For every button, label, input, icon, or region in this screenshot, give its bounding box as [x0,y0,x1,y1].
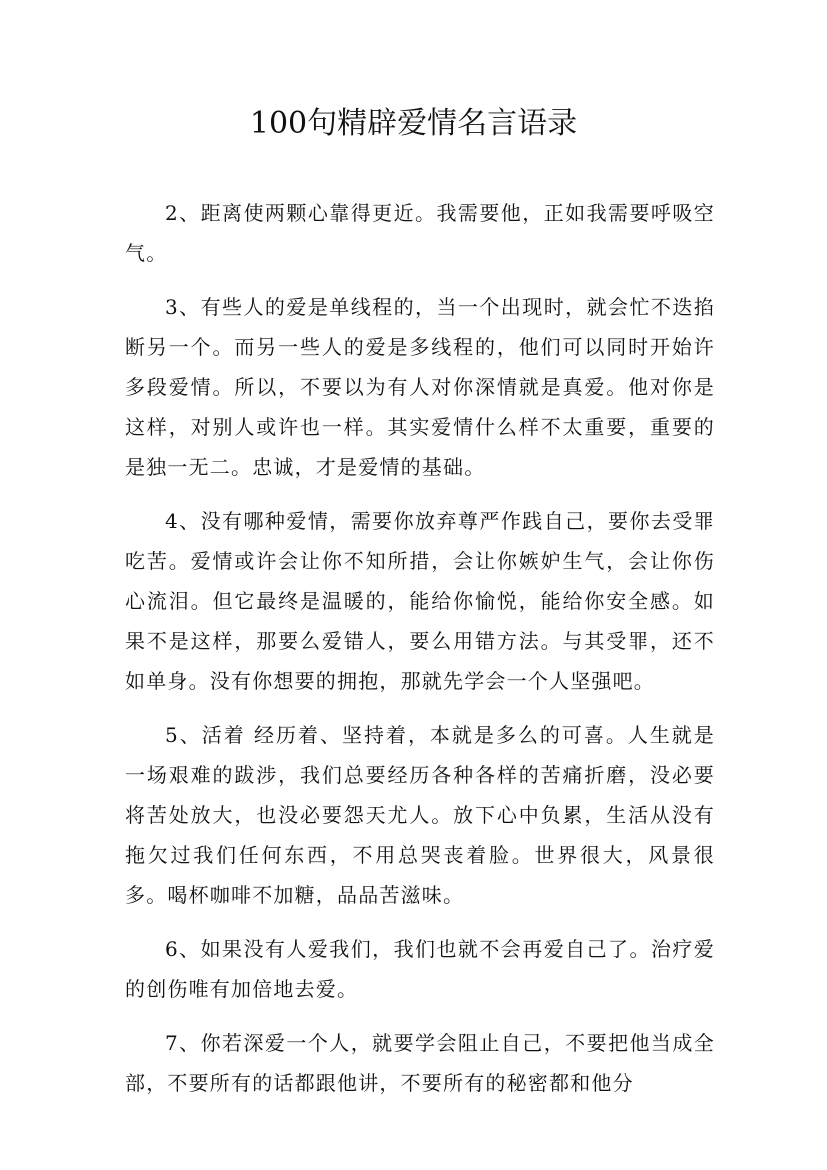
paragraph-quote-7: 7、你若深爱一个人，就要学会阻止自己，不要把他当成全部，不要所有的话都跟他讲，不要所有的秘密都和他分 [125,1031,715,1095]
paragraph-quote-5: 5、活着 经历着、坚持着，本就是多么的可喜。人生就是一场艰难的跋涉，我们总要经历各种各样的苦痛折磨，没必要将苦处放大，也没必要怨天尤人。放下心中负累，生活从没有拖欠过我们任何东西，不用总哭丧着脸。世界很大，风景很多。喝杯咖啡不加糖，品品苦滋味。 [125,723,715,907]
paragraph-quote-2: 2、距离使两颗心靠得更近。我需要他，正如我需要呼吸空气。 [125,201,715,265]
paragraph-quote-4: 4、没有哪种爱情，需要你放弃尊严作践自己，要你去受罪吃苦。爱情或许会让你不知所措，会让你嫉妒生气，会让你伤心流泪。但它最终是温暖的，能给你愉悦，能给你安全感。如果不是这样，那要么爱错人，要么用错方法。与其受罪，还不如单身。没有你想要的拥抱，那就先学会一个人坚强吧。 [125,509,715,693]
document-body [125,193,715,1117]
document-title: 100句精辟爱情名言语录 [249,106,578,141]
paragraph-quote-3: 3、有些人的爱是单线程的，当一个出现时，就会忙不迭掐断另一个。而另一些人的爱是多线程的，他们可以同时开始许多段爱情。所以，不要以为有人对你深情就是真爱。他对你是这样，对别人或许也一样。其实爱情什么样不太重要，重要的是独一无二。忠诚，才是爱情的基础。 [125,295,715,479]
paragraph-quote-6: 6、如果没有人爱我们，我们也就不会再爱自己了。治疗爱的创伤唯有加倍地去爱。 [125,937,715,1001]
